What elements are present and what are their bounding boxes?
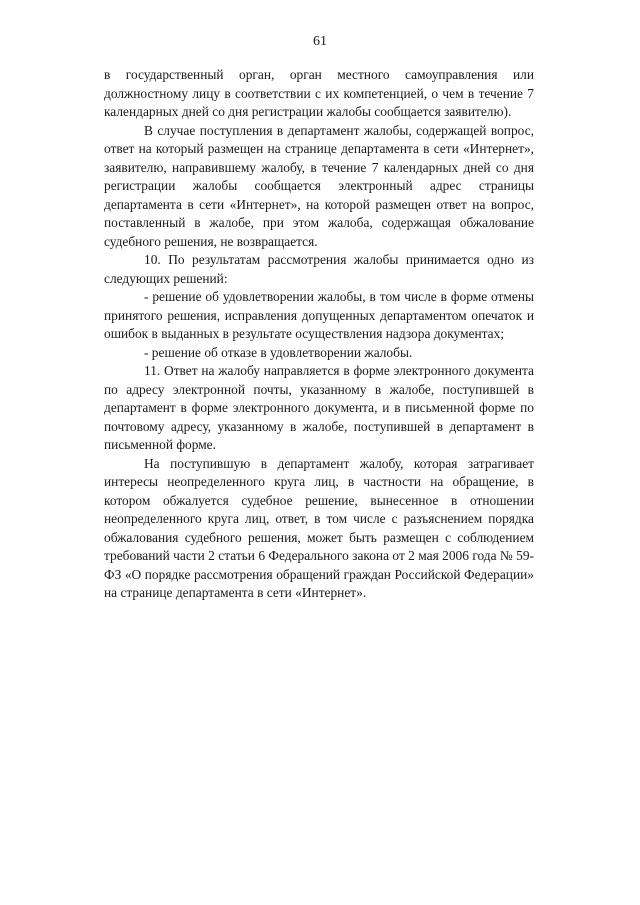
paragraph-item-10: 10. По результатам рассмотрения жалобы принимается одно из следующих решений: bbox=[104, 252, 534, 286]
paragraph-decision-satisfy: - решение об удовлетворении жалобы, в том числе в форме отмены принятого решения, исправления допущенных департаментом опечаток и ошибок в выданных в результате осуществления надзора документах; bbox=[104, 289, 534, 341]
document-body bbox=[104, 66, 534, 603]
paragraph-continuation: в государственный орган, орган местного самоуправления или должностному лицу в соответствии с их компетенцией, о чем в течение 7 календарных дней со дня регистрации жалобы сообщается заявителю). bbox=[104, 67, 534, 119]
paragraph-internet-answer: В случае поступления в департамент жалобы, содержащей вопрос, ответ на который размещен на странице департамента в сети «Интернет», заявителю, направившему жалобу, в течение 7 календарных дней со дня регистрации жалобы сообщается электронный адрес страницы департамента в сети «Интернет», на которой размещен ответ на вопрос, поставленный в жалобе, при этом жалоба, содержащая обжалование судебного решения, не возвращается. bbox=[104, 122, 534, 249]
page-number: 61 bbox=[313, 34, 327, 49]
paragraph-indefinite-circle: На поступившую в департамент жалобу, которая затрагивает интересы неопределенного круга лиц, в частности на обращение, в котором обжалуется судебное решение, вынесенное в отношении неопределенного круга лиц, ответ, в том числе с разъяснением порядка обжалования судебного решения, может быть размещен с соблюдением требований части 2 статьи 6 Федерального закона от 2 мая 2006 года № 59-ФЗ «О порядке рассмотрения обращений граждан Российской Федерации» на странице департамента в сети «Интернет». bbox=[104, 455, 534, 600]
paragraph-decision-refuse: - решение об отказе в удовлетворении жалобы. bbox=[144, 344, 413, 360]
paragraph-item-11: 11. Ответ на жалобу направляется в форме электронного документа по адресу электронной почты, указанному в жалобе, поступившей в департамент в форме электронного документа, и в письменной форме по почтовому адресу, указанному в жалобе, поступившей в департамент в письменной форме. bbox=[104, 363, 534, 452]
